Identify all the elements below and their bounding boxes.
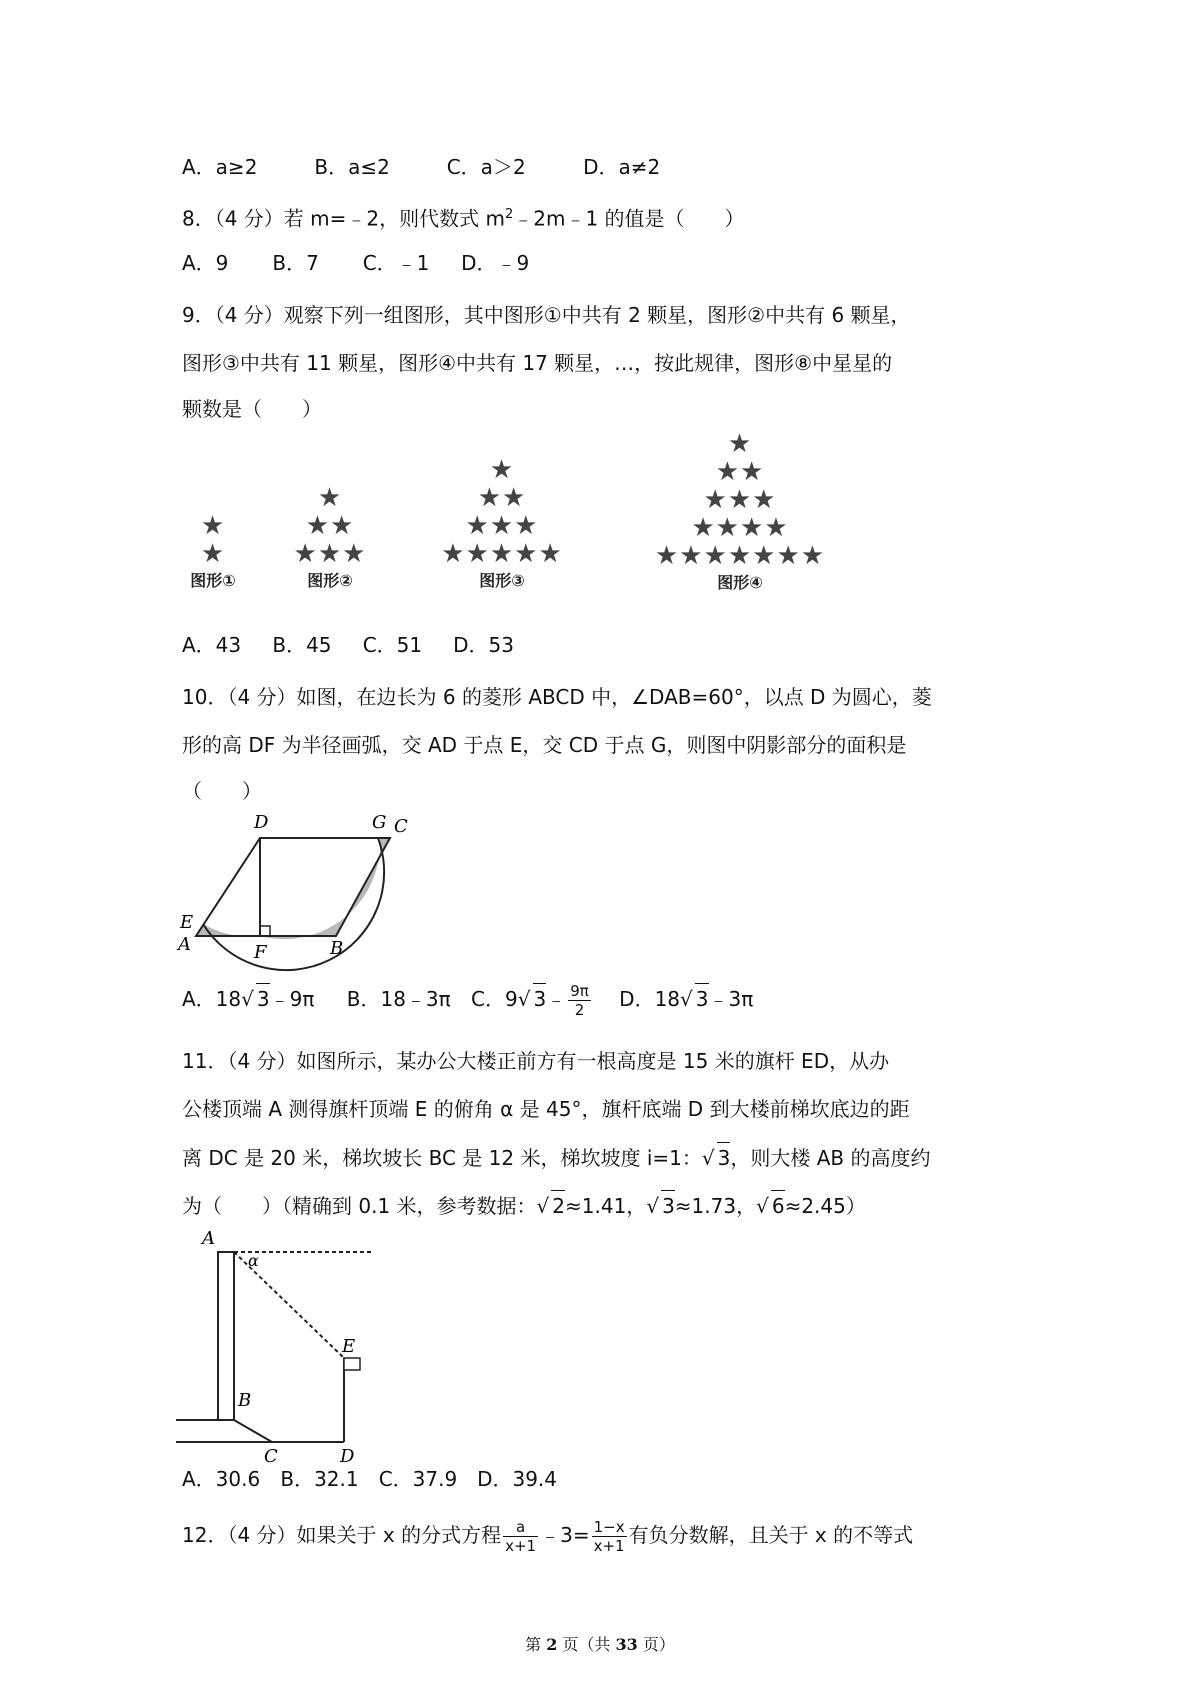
q9-option-b: B．45 <box>272 633 332 657</box>
q11-stem-line-2: 公楼顶端 A 测得旗杆顶端 E 的俯角 α 是 45°，旗杆底端 D 到大楼前梯坎底边的距 <box>182 1097 910 1121</box>
star-row: ★★★★★★★ <box>654 541 826 571</box>
star-row: ★ <box>489 455 515 485</box>
footer-page-number: 2 <box>546 1635 558 1654</box>
building-figure <box>176 1228 376 1467</box>
star-row: ★ <box>317 483 343 513</box>
q8-exponent: 2 <box>504 207 514 222</box>
figure-label-2: 图形② <box>307 571 353 590</box>
rhombus-figure <box>176 806 426 966</box>
q9-option-a: A．43 <box>182 633 242 657</box>
q7-option-d: D．a≠2 <box>583 155 661 179</box>
footer-suffix: 页） <box>637 1635 675 1654</box>
q9-option-d: D．53 <box>453 633 514 657</box>
q11-line4-value-1: ≈1.41， <box>565 1194 647 1218</box>
q10-option-a-suffix: ﹣9π <box>269 987 315 1011</box>
q12-fraction-1 <box>503 1518 538 1555</box>
star-row: ★★ <box>715 457 765 487</box>
page-footer <box>0 1632 1200 1655</box>
star-row: ★★★ <box>703 485 777 515</box>
q10-option-c-radicand: 3 <box>533 983 547 1014</box>
q8-stem-prefix: 8．（4 分）若 m=﹣2，则代数式 m <box>182 206 505 231</box>
footer-prefix: 第 <box>525 1635 547 1654</box>
star-row: ★★★★★ <box>441 539 563 569</box>
q12-stem <box>182 1518 913 1555</box>
q8-option-d: D．﹣9 <box>461 251 530 275</box>
q10-option-d-prefix: D．18 <box>619 987 681 1011</box>
q11-stem-line-1: 11．（4 分）如图所示，某办公大楼正前方有一根高度是 15 米的旗杆 ED，从办 <box>182 1049 890 1073</box>
label-e: E <box>342 1336 356 1357</box>
label-d: D <box>254 812 269 833</box>
figure-label-3: 图形③ <box>479 571 525 590</box>
q7-option-a: A．a≥2 <box>182 155 258 179</box>
q11-options <box>182 1464 557 1494</box>
q11-line4-radicand-2: 3 <box>661 1190 675 1221</box>
label-b: B <box>330 938 344 959</box>
q12-prefix: 12．（4 分）如果关于 x 的分式方程 <box>182 1523 502 1547</box>
q8-stem <box>182 200 745 234</box>
q8-option-b: B．7 <box>272 251 319 275</box>
q10-option-d-suffix: ﹣3π <box>708 987 754 1011</box>
q11-option-d: D．39.4 <box>477 1467 558 1491</box>
q12-suffix: 有负分数解，且关于 x 的不等式 <box>628 1523 914 1547</box>
q9-stem-line-1: 9．（4 分）观察下列一组图形，其中图形①中共有 2 颗星，图形②中共有 6 颗星， <box>182 303 911 327</box>
q10-option-c-prefix: C．9 <box>471 987 518 1011</box>
figure-label-4: 图形④ <box>717 573 763 592</box>
q8-option-a: A．9 <box>182 251 229 275</box>
label-c: C <box>394 816 408 837</box>
star-row: ★★★★ <box>691 513 789 543</box>
q10-stem-line-1: 10．（4 分）如图，在边长为 6 的菱形 ABCD 中，∠DAB=60°，以点 D 为圆心，菱 <box>182 685 932 709</box>
label-f: F <box>254 942 267 963</box>
label-c: C <box>264 1446 278 1467</box>
q8-stem-suffix: ﹣2m﹣1 的值是（ ） <box>513 206 745 231</box>
q9-options <box>182 630 514 660</box>
label-e: E <box>180 912 194 933</box>
q9-option-c: C．51 <box>362 633 423 657</box>
q11-option-c: C．37.9 <box>378 1467 458 1491</box>
right-angle-mark <box>260 926 270 936</box>
q7-option-c: C．a＞2 <box>446 155 526 179</box>
q12-fraction-2 <box>592 1518 627 1555</box>
shaded-region-left <box>196 924 260 936</box>
q10-option-c: C．9√ 3﹣ $\frac{9\pi}{2}$ <box>471 982 589 1019</box>
label-d: D <box>340 1446 355 1467</box>
q10-option-c-minus: ﹣ <box>546 987 567 1011</box>
star-figure-4 <box>620 430 860 593</box>
fraction-numerator: 1−x <box>593 1518 625 1536</box>
q8-options <box>182 248 529 278</box>
slope-bc <box>234 1420 272 1442</box>
label-a: A <box>202 1228 215 1249</box>
fraction-denominator: 2 <box>574 1001 585 1019</box>
q12-middle: ﹣3= <box>540 1523 590 1547</box>
q10-option-d: D．18√ 3﹣3π <box>619 983 753 1014</box>
footer-total-pages: 33 <box>615 1635 638 1654</box>
building-ab <box>218 1252 234 1420</box>
flag <box>344 1358 360 1370</box>
label-b: B <box>238 1390 252 1411</box>
star-row: ★ <box>727 429 753 459</box>
q11-option-a: A．30.6 <box>182 1467 261 1491</box>
figure-label-1: 图形① <box>190 571 236 590</box>
q11-stem-line-4: 为（ ）（精确到 0.1 米，参考数据：√ 2≈1.41，√ 3≈1.73，√ 6≈2.45） <box>182 1190 866 1221</box>
q9-stem-line-2: 图形③中共有 11 颗星，图形④中共有 17 颗星，…，按此规律，图形⑧中星星的 <box>182 351 893 375</box>
star-row: ★ <box>200 511 226 541</box>
label-alpha: α <box>248 1251 259 1270</box>
star-row: ★★ <box>305 511 355 541</box>
q10-option-a-prefix: A．18 <box>182 987 242 1011</box>
q11-stem-line-3: 离 DC 是 20 米，梯坎坡长 BC 是 12 米，梯坎坡度 i=1：√ 3，则大楼 AB 的高度约 <box>182 1142 930 1173</box>
star-figure-3 <box>418 456 586 591</box>
star-figure-2 <box>270 484 390 591</box>
star-row: ★★ <box>477 483 527 513</box>
q10-option-b: B．18﹣3π <box>346 987 451 1011</box>
q10-option-d-radicand: 3 <box>695 983 709 1014</box>
q10-stem-line-3: （ ） <box>182 779 262 803</box>
label-a: A <box>178 934 191 955</box>
fraction-numerator: a <box>503 1518 538 1537</box>
q7-option-b: B．a≤2 <box>314 155 390 179</box>
star-row: ★ <box>200 539 226 569</box>
q10-option-c-fraction <box>568 982 591 1019</box>
fraction-denominator: x+1 <box>593 1537 625 1555</box>
q11-line4-prefix: 为（ ）（精确到 0.1 米，参考数据： <box>182 1194 537 1218</box>
q8-option-c: C．﹣1 <box>362 251 430 275</box>
q11-line4-radicand-1: 2 <box>551 1190 565 1221</box>
fraction-denominator: x+1 <box>505 1537 537 1555</box>
label-g: G <box>372 812 387 833</box>
q11-line3-radicand: 3 <box>717 1142 731 1173</box>
q11-line4-value-3: ≈2.45） <box>784 1194 866 1218</box>
q11-option-b: B．32.1 <box>280 1467 359 1491</box>
q7-options <box>182 152 660 182</box>
q10-options <box>182 982 753 1019</box>
q10-stem-line-2: 形的高 DF 为半径画弧，交 AD 于点 E，交 CD 于点 G，则图中阴影部分的面积是 <box>182 733 907 757</box>
q11-line4-radicand-3: 6 <box>771 1190 785 1221</box>
star-row: ★★★ <box>465 511 539 541</box>
star-figure-1 <box>178 512 248 591</box>
footer-middle: 页（共 <box>557 1635 616 1654</box>
q11-line4-value-2: ≈1.73， <box>674 1194 757 1218</box>
star-row: ★★★ <box>293 539 367 569</box>
q9-stem-line-3: 颗数是（ ） <box>182 397 322 421</box>
q11-line3-prefix: 离 DC 是 20 米，梯坎坡长 BC 是 12 米，梯坎坡度 i=1： <box>182 1146 702 1170</box>
rhombus-abcd <box>196 838 390 936</box>
q10-option-a-radicand: 3 <box>256 983 270 1014</box>
q11-line3-suffix: ，则大楼 AB 的高度约 <box>730 1146 931 1170</box>
q10-option-a: A．18√ 3﹣9π <box>182 983 314 1014</box>
fraction-numerator: 9π <box>570 982 589 1000</box>
